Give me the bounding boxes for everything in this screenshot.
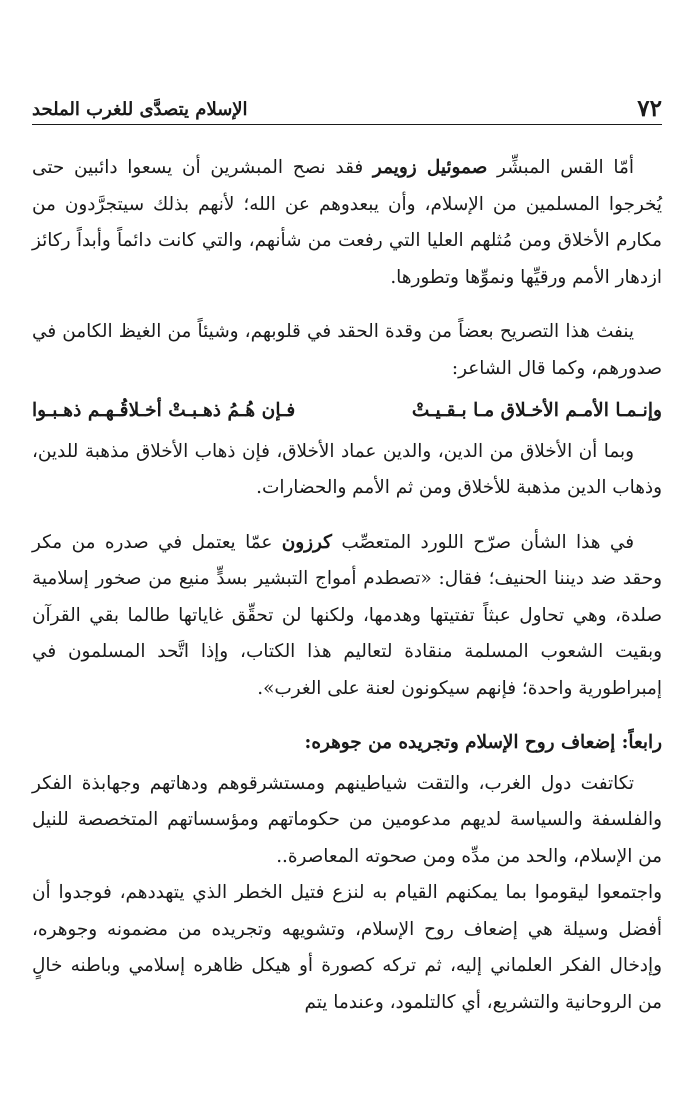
poem-verse: [32, 393, 662, 430]
paragraph-text: فقد نصح المبشرين أن يسعوا دائبين حتى يُخرجوا المسلمين من الإسلام، وأن يبعدوهم عن الله؛ لأنهم بذلك سيتجرَّدون من مكارم الأخلاق ومن مُثلهم العليا التي رفعت من شأنهم، والتي كانت دائماً وأبداً ركائز ازدهار الأمم ورقيِّها ونموِّها وتطورها.: [32, 157, 662, 288]
section-subheading: رابعاً: إضعاف روح الإسلام وتجريده من جوهره:: [304, 732, 662, 753]
paragraph-poet-intro: ينفث هذا التصريح بعضاً من وقدة الحقد في قلوبهم، وشيئاً من الغيظ الكامن في صدورهم، وكما قال الشاعر:: [32, 321, 662, 379]
paragraph-text: عمّا يعتمل في صدره من مكر وحقد ضد ديننا الحنيف؛ فقال: «تصطدم أمواج التبشير بسدٍّ منيع من صخور إسلامية صلدة، وهي تحاول عبثاً تفتيتها وهدمها، ولكنها لن تحقِّق غاياتها طالما بقي القرآن وبقيت الشعوب المسلمة منقادة لتعاليم هذا الكتاب، وإذا اتَّحد المسلمون في إمبراطورية واحدة؛ فإنهم سيكونون لعنة على الغرب».: [32, 531, 662, 699]
paragraph-morals: وبما أن الأخلاق من الدين، والدين عماد الأخلاق، فإن ذهاب الأخلاق مذهبة للدين، وذهاب الدين مذهبة للأخلاق ومن ثم الأمم والحضارات.: [32, 440, 662, 498]
paragraph-text: أمّا القس المبشِّر: [487, 157, 634, 178]
poem-group: [32, 314, 662, 507]
page-body: [32, 150, 662, 1021]
page-number: ٧٢: [637, 95, 662, 122]
paragraph-curzon: [32, 525, 662, 708]
person-name-curzon: كرزون: [281, 531, 332, 553]
paragraph-west-alliance: تكاتفت دول الغرب، والتقت شياطينهم ومستشرقوهم ودهاتهم وجهابذة الفكر والفلسفة والسياسة لديهم مدعومين من حكوماتهم ومؤسساتهم المتخصصة للنيل من الإسلام، والحد من مدِّه ومن صحوته المعاصرة..: [32, 772, 662, 867]
page-header: [32, 88, 662, 125]
paragraph-text: في هذا الشأن صرّح اللورد المتعصِّب: [331, 531, 634, 553]
running-title: الإسلام يتصدَّى للغرب الملحد: [32, 101, 248, 124]
person-name-zwemer: صموئيل زويمر: [372, 157, 488, 178]
paragraph-zwemer: [32, 150, 662, 296]
verse-second-hemistich: فـإن هُـمُ ذهـبـتْ أخـلاقُـهـم ذهـبـوا: [32, 400, 296, 421]
verse-first-hemistich: وإنـمـا الأمـم الأخـلاق مـا بـقـيـتْ: [411, 400, 662, 421]
paragraph-weakening: واجتمعوا ليقوموا بما يمكنهم القيام به لنزع فتيل الخطر الذي يتهددهم، فوجدوا أن أفضل وسيلة هي إضعاف روح الإسلام، وتشويهه وتجريده من مضمونه وجوهره، وإدخال الفكر العلماني إليه، ثم تركه كصورة أو هيكل ظاهره إسلامي وباطنه خالٍ من الروحانية والتشريع، أي كالتلمود، وعندما يتم: [32, 882, 662, 1013]
